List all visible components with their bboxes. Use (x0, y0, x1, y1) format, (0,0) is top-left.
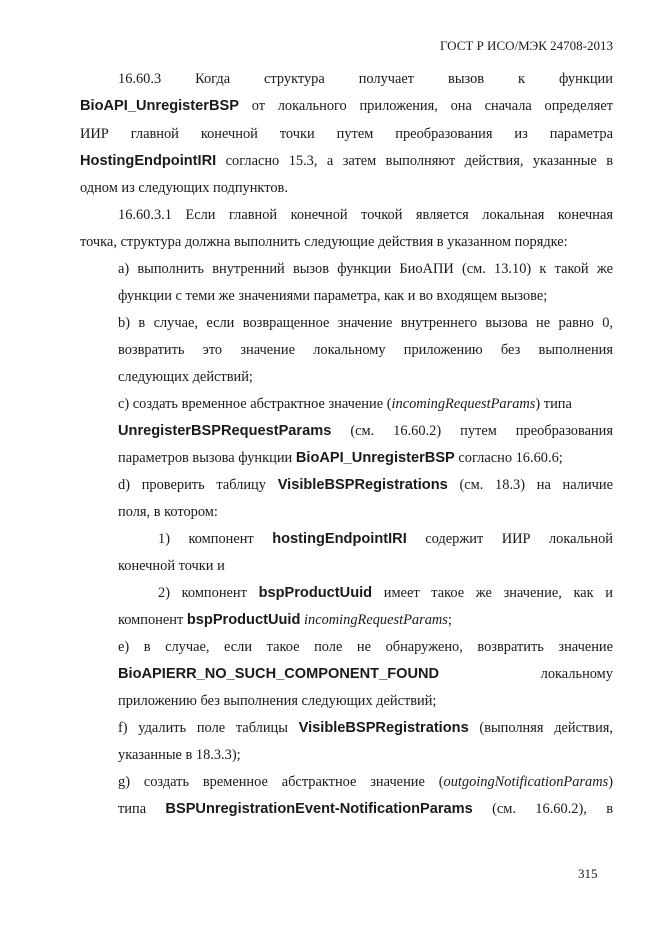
para-16-60-3-line-3: ИИР главной конечной точки путем преобразования из параметра (80, 126, 613, 142)
item-b-line-3: следующих действий; (118, 369, 253, 385)
error-code: BioAPIERR_NO_SUCH_COMPONENT_FOUND (118, 666, 440, 682)
item-f-line-2: указанные в 18.3.3); (118, 747, 241, 763)
para-16-60-3-line-5: одном из следующих подпунктов. (80, 180, 288, 196)
type-name: BSPUnregistrationEvent-NotificationParams (165, 801, 473, 817)
item-c-line-3: параметров вызова функции BioAPI_UnregisterBSP согласно 16.60.6; (118, 450, 563, 466)
item-g-line-1: g) создать временное абстрактное значение (outgoingNotificationParams) (118, 774, 613, 790)
table-name: VisibleBSPRegistrations (277, 477, 448, 493)
item-f-line-1: f) удалить поле таблицы VisibleBSPRegistrations (выполняя действия, (118, 720, 613, 736)
page-number: 315 (578, 866, 598, 881)
document-header: ГОСТ Р ИСО/МЭК 24708-2013 (439, 38, 613, 53)
item-b-line-2: возвратить это значение локальному приложению без выполнения (118, 342, 613, 358)
item-d-line-2: поля, в котором: (118, 504, 218, 520)
item-a-line-1: a) выполнить внутренний вызов функции БиоАПИ (см. 13.10) к такой же (118, 261, 613, 277)
item-g-line-2: типа BSPUnregistrationEvent-NotificationParams (см. 16.60.2), в (118, 801, 613, 817)
item-e-line-3: приложению без выполнения следующих действий; (118, 693, 437, 709)
item-d-sub-1-line-2: конечной точки и (118, 558, 225, 574)
parameter-name: HostingEndpointIRI (80, 153, 217, 169)
item-c-line-1: c) создать временное абстрактное значение (incomingRequestParams) типа (118, 396, 572, 412)
para-16-60-3-1-line-1: 16.60.3.1 Если главной конечной точкой является локальная конечная (118, 207, 613, 223)
item-d-line-1: d) проверить таблицу VisibleBSPRegistrations (см. 18.3) на наличие (118, 477, 613, 493)
type-name: UnregisterBSPRequestParams (118, 423, 332, 439)
para-16-60-3-line-2: BioAPI_UnregisterBSP от локального приложения, она сначала определяет (80, 98, 613, 114)
item-d-sub-1-line-1: 1) компонент hostingEndpointIRI содержит ИИР локальной (158, 531, 614, 547)
item-a-line-2: функции с теми же значениями параметра, как и во входящем вызове; (118, 288, 548, 304)
section-number: 16.60.3 (118, 71, 162, 87)
function-name: BioAPI_UnregisterBSP (80, 98, 239, 114)
para-16-60-3-line-1: 16.60.3 Когда структура получает вызов к функции (118, 71, 613, 87)
item-e-line-1: e) в случае, если такое поле не обнаружено, возвратить значение (118, 639, 613, 655)
item-d-sub-2-line-2: компонент bspProductUuid incomingRequestParams; (118, 612, 452, 628)
item-e-line-2: BioAPIERR_NO_SUCH_COMPONENT_FOUND локальному (118, 666, 613, 682)
para-16-60-3-line-4: HostingEndpointIRI согласно 15.3, а затем выполняют действия, указанные в (80, 153, 613, 169)
para-16-60-3-1-line-2: точка, структура должна выполнить следующие действия в указанном порядке: (80, 234, 568, 250)
item-d-sub-2-line-1: 2) компонент bspProductUuid имеет такое же значение, как и (158, 585, 613, 601)
item-c-line-2: UnregisterBSPRequestParams (см. 16.60.2) путем преобразования (118, 423, 613, 439)
item-b-line-1: b) в случае, если возвращенное значение внутреннего вызова не равно 0, (118, 315, 613, 331)
